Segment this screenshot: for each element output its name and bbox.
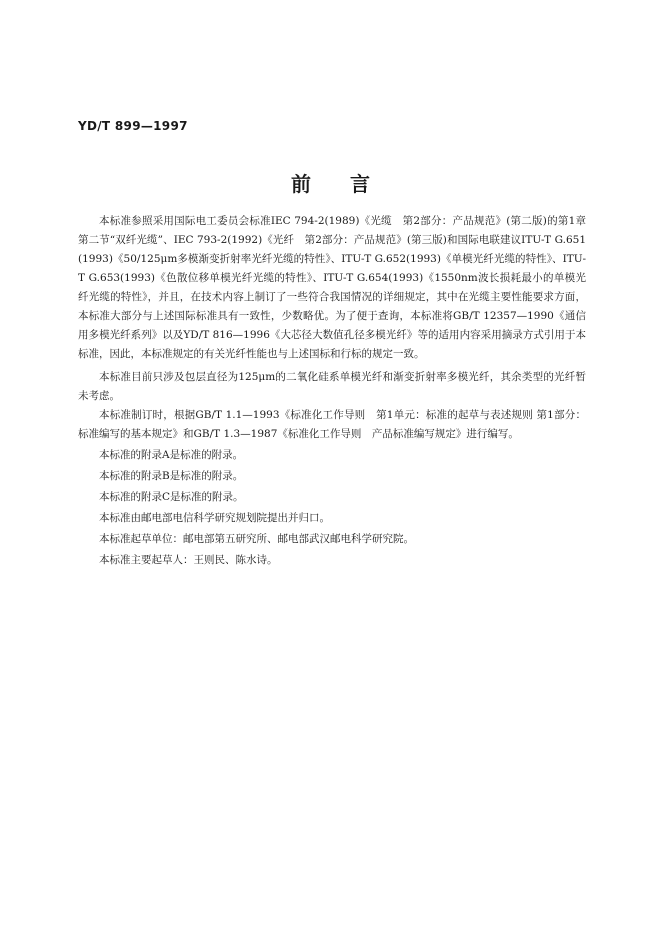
standard-number: YD/T 899—1997 [78, 119, 188, 133]
paragraph-drafting-units: 本标准起草单位：邮电部第五研究所、邮电部武汉邮电科学研究院。 [99, 533, 414, 545]
title-char-2: 言 [350, 172, 371, 196]
paragraph-scope: 本标准目前只涉及包层直径为125μm的二氧化硅系单模光纤和渐变折射率多模光纤，其余类型的光纤暂未考虑。 [78, 371, 586, 402]
paragraph-appendix-b: 本标准的附录B是标准的附录。 [99, 470, 244, 482]
paragraph-appendix-a: 本标准的附录A是标准的附录。 [99, 449, 244, 461]
paragraph-reference-standards: 本标准参照采用国际电工委员会标准IEC 794-2(1989)《光缆 第2部分：产品规范》(第二版)的第1章第二节“双纤光缆”、IEC 793-2(1992)《光纤 第2部分：产品规范》(第三版)和国际电联建议ITU-T G.651(1993)《50/125μm多模渐变折射率光纤光缆的特性》、ITU-T G.652(1993)《单模光纤光缆的特性》、ITU-T G.653(1993)《色散位移单模光纤光缆的特性》、ITU-T G.654(1993)《1550nm波长损耗最小的单模光纤光缆的特性》，并且，在技术内容上制订了一些符合我国情况的详细规定，其中在光缆主要性能要求方面，本标准大部分与上述国际标准具有一致性，少数略优。为了便于查询，本标准将GB/T 12357—1990《通信用多模光纤系列》以及YD/T 816—1996《大芯径大数值孔径多模光纤》等的适用内容采用摘录方式引用于本标准，因此，本标准规定的有关光纤性能也与上述国标和行标的规定一致。 [78, 215, 586, 360]
page-title [0, 168, 662, 197]
paragraph-drafters: 本标准主要起草人：王则民、陈水诗。 [99, 554, 278, 566]
paragraph-appendix-c: 本标准的附录C是标准的附录。 [99, 491, 244, 503]
title-char-1: 前 [291, 172, 312, 196]
paragraph-proposer: 本标准由邮电部电信科学研究规划院提出并归口。 [99, 512, 330, 524]
paragraph-drafting-rules: 本标准制订时，根据GB/T 1.1—1993《标准化工作导则 第1单元：标准的起草与表述规则 第1部分：标准编写的基本规定》和GB/T 1.3—1987《标准化工作导则 产品标准编写规定》进行编写。 [78, 409, 586, 440]
document-body [78, 212, 586, 570]
